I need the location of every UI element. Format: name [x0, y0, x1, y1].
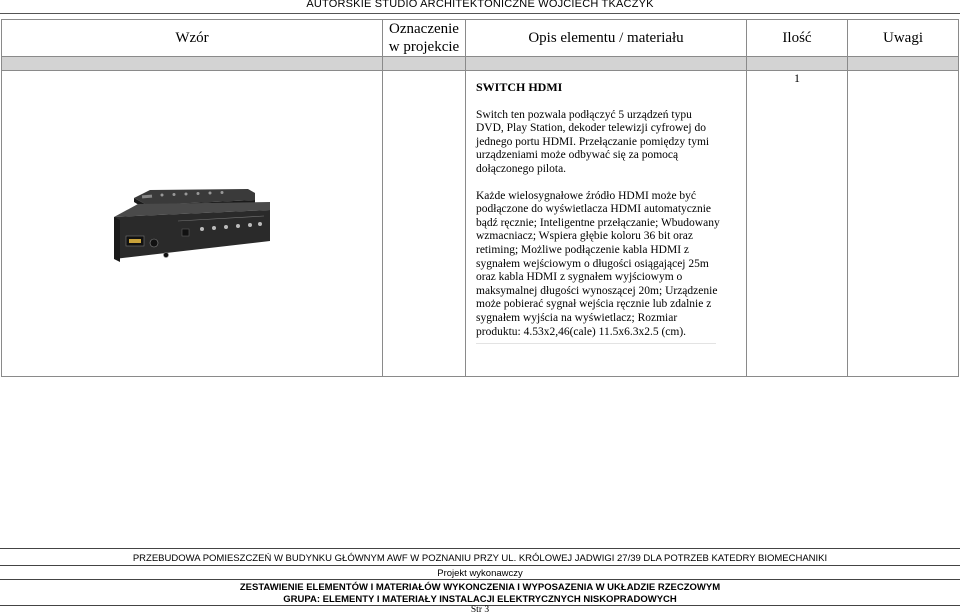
- footer-rule-2: [0, 579, 960, 580]
- footer-summary: ZESTAWIENIE ELEMENTÓW I MATERIAŁÓW WYKONCZENIA I WYPOSAZENIA W UKŁADZIE RZECZOWYM: [239, 582, 721, 593]
- footer-rule-top: [0, 548, 960, 549]
- footer-rule-1: [0, 565, 960, 566]
- page-number: Str 3: [470, 605, 490, 615]
- col-header-description: Opis elementu / materiału: [466, 20, 747, 57]
- description-cell: [466, 71, 747, 377]
- description-divider: [476, 343, 716, 344]
- section-band-row: [2, 57, 959, 71]
- table-header-row: [2, 20, 959, 57]
- item-description-2: Każde wielosygnałowe źródło HDMI może być podłączone do wyświetlacza HDMI automatycznie bądź ręcznie; Inteligentne przełączanie; Wbudowany wzmacniacz; Wspiera głębie koloru 36 bit oraz retiming; Możliwe podłączenie kabla HDMI z sygnałem wejściowym o długości osiągającej 25m oraz kabla HDMI z sygnałem wyjściowym o maksymalnej długości wynoszącej 20m; Urządzenie może pobierać sygnał wejścia ręcznie lub zdalnie z sygnałem wyjścia na wyświetlacz; Rozmiar produktu: 4.53x2,46(cale) 11.5x6.3x2.5 (cm).: [476, 189, 720, 338]
- notes-cell: [848, 71, 959, 377]
- item-description-1: Switch ten pozwala podłączyć 5 urządzeń typu DVD, Play Station, dekoder telewizji cyfrowej do jednego portu HDMI. Przełączanie pomiędzy tymi urządzeniami może odbywać się za pomocą dołączonego pilota.: [476, 108, 710, 175]
- footer-stage: Projekt wykonawczy: [437, 568, 523, 579]
- switch-box-icon: [114, 202, 270, 262]
- product-image-cell: [2, 71, 383, 377]
- col-header-designation: [383, 20, 466, 57]
- col-header-designation-text: Oznaczenie w projekcie: [388, 21, 460, 55]
- col-header-quantity: Ilość: [747, 20, 848, 57]
- footer-project: PRZEBUDOWA POMIESZCZEŃ W BUDYNKU GŁÓWNYM AWF W POZNANIU PRZY UL. KRÓLOWEJ JADWIGI 27/39 DLA POTRZEB KATEDRY BIOMECHANIKI: [132, 553, 828, 564]
- spec-table: [1, 19, 959, 377]
- col-header-pattern: Wzór: [2, 20, 383, 57]
- col-header-notes: Uwagi: [848, 20, 959, 57]
- header-rule: [0, 13, 960, 14]
- table-row: [2, 71, 959, 377]
- studio-header: AUTORSKIE STUDIO ARCHITEKTONICZNE WOJCIECH TKACZYK: [306, 0, 654, 10]
- designation-cell: [383, 71, 466, 377]
- quantity-cell: 1: [747, 71, 848, 377]
- item-name: SWITCH HDMI: [476, 80, 563, 94]
- hdmi-switch-image: [2, 71, 383, 376]
- footer-group: GRUPA: ELEMENTY I MATERIAŁY INSTALACJI ELEKTRYCZNYCH NISKOPRADOWYCH: [283, 594, 677, 605]
